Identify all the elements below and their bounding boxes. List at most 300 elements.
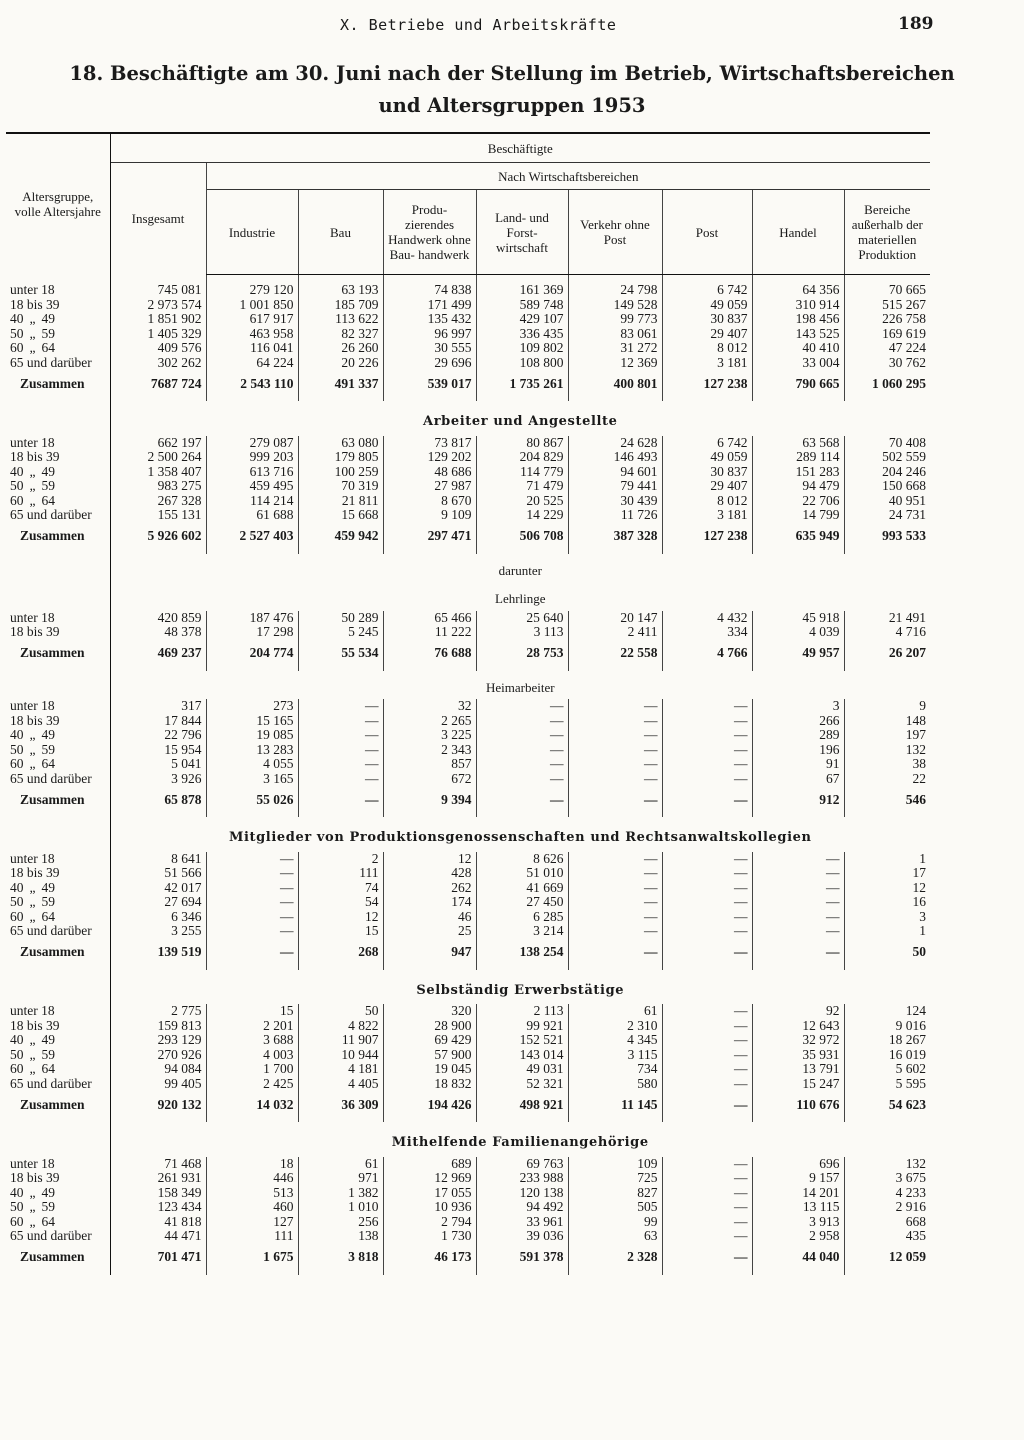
- table-cell: 668: [844, 1215, 930, 1230]
- table-cell: 70 319: [298, 479, 383, 494]
- stub-header: Altersgruppe, volle Altersjahre: [6, 133, 110, 275]
- table-row: [6, 625, 930, 640]
- row-label: [6, 1171, 110, 1186]
- table-cell: —: [206, 852, 298, 867]
- table-cell: 33 961: [476, 1215, 568, 1230]
- page-number: 189: [898, 14, 934, 34]
- table-cell: 38: [844, 757, 930, 772]
- table-cell: 149 528: [568, 298, 662, 313]
- row-label-start: unter 18: [10, 282, 55, 297]
- table-cell: 256: [298, 1215, 383, 1230]
- total-label: Zusammen: [6, 370, 110, 401]
- statistics-table: [6, 132, 930, 1275]
- row-label: [6, 341, 110, 356]
- table-row: [6, 508, 930, 523]
- table-cell: 233 988: [476, 1171, 568, 1186]
- table-header: [6, 133, 930, 275]
- row-label: [6, 356, 110, 371]
- total-cell: 920 132: [157, 1096, 202, 1112]
- table-cell: —: [662, 895, 752, 910]
- total-cell: 54 623: [844, 1091, 930, 1122]
- row-label-start: 60: [10, 492, 24, 508]
- table-cell: —: [662, 1200, 752, 1215]
- table-cell: 135 432: [383, 312, 476, 327]
- total-cell: 139 519: [157, 944, 202, 960]
- table-cell: 35 931: [752, 1048, 844, 1063]
- table-row: [6, 1215, 930, 1230]
- table-cell: 11 726: [568, 508, 662, 523]
- table-cell: 4 055: [206, 757, 298, 772]
- table-cell: 617 917: [206, 312, 298, 327]
- table-cell: 111: [206, 1229, 298, 1244]
- ditto-mark: „: [29, 463, 36, 479]
- stub-spacer: [6, 1122, 110, 1157]
- row-label: [6, 465, 110, 480]
- table-cell: 2 411: [568, 625, 662, 640]
- column-header: Produ- zierendes Handwerk ohne Bau- handwerk: [383, 190, 476, 275]
- row-label-start: 50: [10, 1199, 24, 1214]
- table-cell: 4 039: [752, 625, 844, 640]
- total-cell: 26 207: [844, 640, 930, 671]
- total-cell: 44 040: [752, 1244, 844, 1275]
- total-row: [6, 939, 930, 970]
- table-cell: 25 640: [476, 611, 568, 626]
- ditto-mark: „: [29, 1061, 36, 1076]
- table-cell: 262: [383, 881, 476, 896]
- table-cell: 49 059: [662, 450, 752, 465]
- table-cell: 161 369: [476, 283, 568, 298]
- table-cell: 57 900: [383, 1048, 476, 1063]
- row-label: [6, 772, 110, 787]
- total-cell: 138 254: [476, 939, 568, 970]
- table-title-line-1: 18. Beschäftigte am 30. Juni nach der Stellung im Betrieb, Wirtschaftsbereichen: [69, 62, 955, 85]
- table-cell: 99: [568, 1215, 662, 1230]
- table-cell: 420 859: [157, 609, 202, 625]
- row-label-start: 60: [10, 756, 24, 771]
- row-label-start: 60: [10, 1061, 24, 1076]
- table-cell: 150 668: [844, 479, 930, 494]
- table-cell: 3 214: [476, 924, 568, 939]
- column-header: Bereiche außerhalb der materiellen Produktion: [844, 190, 930, 275]
- table-cell: 18 267: [844, 1033, 930, 1048]
- table-cell: 80 867: [476, 436, 568, 451]
- table-cell: 261 931: [157, 1170, 202, 1185]
- row-label-end: 59: [41, 1046, 55, 1062]
- section-heading-row: [6, 671, 930, 700]
- row-label-end: 59: [41, 478, 55, 493]
- row-label-start: 50: [10, 325, 24, 341]
- table-cell: 92: [752, 1004, 844, 1019]
- ditto-mark: „: [29, 908, 36, 924]
- table-cell: 2 794: [383, 1215, 476, 1230]
- table-cell: 94 601: [568, 465, 662, 480]
- table-cell: 132: [844, 743, 930, 758]
- table-cell: 3 913: [752, 1215, 844, 1230]
- table-cell: 30 837: [662, 465, 752, 480]
- table-cell: 2 425: [206, 1077, 298, 1092]
- table-cell: 30 837: [662, 312, 752, 327]
- row-label-start: unter 18: [10, 1155, 55, 1171]
- table-cell: 29 407: [662, 327, 752, 342]
- table-cell: 2: [298, 852, 383, 867]
- table-row: [6, 1077, 930, 1092]
- total-label: Zusammen: [6, 939, 110, 970]
- table-cell: 99 921: [476, 1019, 568, 1034]
- table-cell: 983 275: [157, 478, 202, 493]
- ditto-mark: „: [29, 311, 36, 326]
- table-cell: —: [662, 772, 752, 787]
- table-cell: 4 345: [568, 1033, 662, 1048]
- total-cell: 55 026: [206, 786, 298, 817]
- row-label: [6, 625, 110, 640]
- table-cell: 24 628: [568, 436, 662, 451]
- table-cell: 20 147: [568, 611, 662, 626]
- row-label-end: 64: [41, 1061, 55, 1076]
- section-heading: Mitglieder von Produktionsgenossenschaften und Rechtsanwaltskollegien: [228, 830, 812, 845]
- total-cell: 469 237: [157, 645, 202, 661]
- table-cell: 185 709: [298, 298, 383, 313]
- table-cell: —: [662, 866, 752, 881]
- table-cell: 428: [383, 866, 476, 881]
- table-cell: —: [568, 852, 662, 867]
- table-cell: 65 466: [383, 611, 476, 626]
- table-row: [6, 1033, 930, 1048]
- table-cell: 334: [662, 625, 752, 640]
- table-row: [6, 728, 930, 743]
- table-cell: 3 675: [844, 1171, 930, 1186]
- section-heading-row: [6, 817, 930, 852]
- row-label-start: 65 und darüber: [10, 1228, 92, 1243]
- table-cell: 129 202: [383, 450, 476, 465]
- table-cell: 49 031: [476, 1062, 568, 1077]
- row-label: [6, 714, 110, 729]
- table-cell: —: [662, 1186, 752, 1201]
- table-cell: 41 669: [476, 881, 568, 896]
- total-label: Zusammen: [6, 786, 110, 817]
- row-label-start: 50: [10, 894, 24, 909]
- row-label: [6, 1019, 110, 1034]
- row-label-end: 59: [41, 894, 55, 909]
- ditto-mark: „: [29, 1032, 36, 1047]
- table-cell: 9 157: [752, 1171, 844, 1186]
- table-cell: 27 450: [476, 895, 568, 910]
- table-cell: 82 327: [298, 327, 383, 342]
- total-cell: 498 921: [476, 1091, 568, 1122]
- table-cell: 3 926: [171, 770, 202, 786]
- row-label-start: 50: [10, 741, 24, 757]
- table-cell: —: [662, 1048, 752, 1063]
- table-row: [6, 1157, 930, 1172]
- table-cell: —: [206, 895, 298, 910]
- table-cell: 51 010: [476, 866, 568, 881]
- row-label: [6, 757, 110, 772]
- table-cell: 4 405: [298, 1077, 383, 1092]
- row-label-start: unter 18: [10, 609, 55, 625]
- table-cell: 12: [844, 881, 930, 896]
- table-cell: —: [662, 881, 752, 896]
- group-header: Beschäftigte: [110, 133, 930, 163]
- table-cell: 29 407: [662, 479, 752, 494]
- total-label: Zusammen: [6, 1244, 110, 1275]
- table-cell: 152 521: [476, 1033, 568, 1048]
- row-label-start: 18 bis 39: [10, 865, 60, 880]
- table-row: [6, 312, 930, 327]
- table-cell: 114 779: [476, 465, 568, 480]
- table-cell: —: [662, 1033, 752, 1048]
- table-cell: —: [568, 895, 662, 910]
- table-cell: 13 791: [752, 1062, 844, 1077]
- total-row: [6, 370, 930, 401]
- table-cell: 71 479: [476, 479, 568, 494]
- row-label-start: 60: [10, 340, 24, 355]
- row-label: [6, 910, 110, 925]
- table-cell: 3 181: [662, 356, 752, 371]
- table-row: [6, 327, 930, 342]
- table-row: [6, 356, 930, 371]
- table-cell: —: [752, 910, 844, 925]
- table-cell: 10 936: [383, 1200, 476, 1215]
- table-cell: —: [568, 743, 662, 758]
- subgroup-header: Nach Wirtschaftsbereichen: [206, 163, 930, 190]
- table-cell: 1 358 407: [147, 463, 202, 479]
- table-cell: 435: [844, 1229, 930, 1244]
- column-header: Industrie: [206, 190, 298, 275]
- table-cell: 69 429: [383, 1033, 476, 1048]
- table-cell: 4 716: [844, 625, 930, 640]
- table-row: [6, 479, 930, 494]
- table-cell: 3: [752, 699, 844, 714]
- table-cell: 46: [383, 910, 476, 925]
- total-cell: —: [662, 1244, 752, 1275]
- table-cell: 273: [206, 699, 298, 714]
- table-row: [6, 494, 930, 509]
- row-label-start: 18 bis 39: [10, 449, 60, 464]
- row-label: [6, 1186, 110, 1201]
- table-cell: 79 441: [568, 479, 662, 494]
- total-cell: —: [206, 939, 298, 970]
- table-cell: —: [662, 728, 752, 743]
- total-cell: 28 753: [476, 640, 568, 671]
- row-label: [6, 1033, 110, 1048]
- row-label-start: 40: [10, 463, 24, 479]
- total-cell: 127 238: [662, 370, 752, 401]
- total-cell: 36 309: [298, 1091, 383, 1122]
- table-cell: —: [568, 714, 662, 729]
- table-cell: 3 688: [206, 1033, 298, 1048]
- row-label-start: 50: [10, 478, 24, 493]
- table-row: [6, 924, 930, 939]
- table-cell: 459 495: [206, 479, 298, 494]
- table-cell: 3 113: [476, 625, 568, 640]
- table-cell: 14 229: [476, 508, 568, 523]
- table-cell: 3 225: [383, 728, 476, 743]
- section-subheading-row: [6, 582, 930, 611]
- table-cell: 116 041: [206, 341, 298, 356]
- table-row: [6, 283, 930, 298]
- table-cell: 127: [206, 1215, 298, 1230]
- column-header: Post: [662, 190, 752, 275]
- row-label-start: 18 bis 39: [10, 624, 60, 639]
- table-cell: —: [662, 714, 752, 729]
- section-subheading: Lehrlinge: [495, 591, 546, 606]
- table-cell: 9 109: [383, 508, 476, 523]
- total-cell: 546: [844, 786, 930, 817]
- table-cell: 267 328: [157, 492, 202, 508]
- table-cell: 13 115: [752, 1200, 844, 1215]
- table-cell: 24 731: [844, 508, 930, 523]
- table-cell: 124: [844, 1004, 930, 1019]
- row-label: [6, 611, 110, 626]
- table-row: [6, 757, 930, 772]
- table-cell: 138: [298, 1229, 383, 1244]
- row-label: [6, 508, 110, 523]
- table-cell: 689: [383, 1157, 476, 1172]
- table-row: [6, 450, 930, 465]
- table-cell: 198 456: [752, 312, 844, 327]
- table-cell: 22 706: [752, 494, 844, 509]
- row-label: [6, 298, 110, 313]
- column-header: Verkehr ohne Post: [568, 190, 662, 275]
- table-cell: 505: [568, 1200, 662, 1215]
- table-cell: 94 084: [164, 1061, 202, 1076]
- row-label-end: 49: [41, 1032, 55, 1047]
- table-cell: 48 378: [164, 624, 202, 639]
- table-row: [6, 341, 930, 356]
- table-cell: 1 851 902: [147, 311, 202, 326]
- total-cell: 506 708: [476, 523, 568, 554]
- table-cell: 8 670: [383, 494, 476, 509]
- total-cell: —: [662, 939, 752, 970]
- total-cell: 2 328: [568, 1244, 662, 1275]
- table-cell: 18: [206, 1157, 298, 1172]
- table-cell: 51 566: [164, 865, 202, 880]
- row-label: [6, 699, 110, 714]
- table-cell: 8 012: [662, 494, 752, 509]
- table-cell: 696: [752, 1157, 844, 1172]
- table-cell: 429 107: [476, 312, 568, 327]
- table-cell: —: [662, 1157, 752, 1172]
- table-cell: 10 944: [298, 1048, 383, 1063]
- table-cell: —: [662, 1229, 752, 1244]
- total-cell: 947: [383, 939, 476, 970]
- table-row: [6, 1186, 930, 1201]
- table-cell: 734: [568, 1062, 662, 1077]
- table-cell: 2 500 264: [147, 449, 202, 464]
- total-cell: 65 878: [164, 791, 202, 807]
- total-cell: —: [752, 939, 844, 970]
- row-label-start: 65 und darüber: [10, 770, 92, 786]
- table-cell: 159 813: [157, 1017, 202, 1033]
- total-cell: 2 543 110: [206, 370, 298, 401]
- total-row: [6, 523, 930, 554]
- running-title: X. Betriebe und Arbeitskräfte: [340, 16, 617, 34]
- table-cell: 14 201: [752, 1186, 844, 1201]
- table-cell: 302 262: [157, 354, 202, 370]
- table-cell: 17: [844, 866, 930, 881]
- table-cell: 5 245: [298, 625, 383, 640]
- table-cell: 293 129: [157, 1032, 202, 1047]
- ditto-mark: „: [29, 894, 36, 909]
- row-label: [6, 283, 110, 298]
- total-cell: —: [568, 786, 662, 817]
- total-cell: 204 774: [206, 640, 298, 671]
- table-cell: 515 267: [844, 298, 930, 313]
- table-cell: 63 568: [752, 436, 844, 451]
- section-heading: Mithelfende Familienangehörige: [391, 1135, 649, 1150]
- table-cell: 15 954: [164, 741, 202, 757]
- table-row: [6, 1171, 930, 1186]
- table-cell: 26 260: [298, 341, 383, 356]
- table-cell: 2 343: [383, 743, 476, 758]
- table-cell: 16 019: [844, 1048, 930, 1063]
- table-cell: 74: [298, 881, 383, 896]
- table-cell: 67: [752, 772, 844, 787]
- ditto-mark: „: [29, 478, 36, 493]
- row-label: [6, 436, 110, 451]
- row-label: [6, 1062, 110, 1077]
- table-cell: 96 997: [383, 327, 476, 342]
- table-cell: 2 113: [476, 1004, 568, 1019]
- ditto-mark: „: [29, 1213, 36, 1229]
- row-label-start: 18 bis 39: [10, 712, 60, 728]
- table-cell: 15: [298, 924, 383, 939]
- table-cell: 108 800: [476, 356, 568, 371]
- table-cell: —: [662, 743, 752, 758]
- row-label: [6, 728, 110, 743]
- total-cell: 3 818: [298, 1244, 383, 1275]
- total-cell: 110 676: [752, 1091, 844, 1122]
- table-cell: 49 059: [662, 298, 752, 313]
- table-cell: 17 844: [164, 712, 202, 728]
- table-cell: 8 626: [476, 852, 568, 867]
- column-header: Insgesamt: [110, 163, 206, 275]
- table-cell: 27 694: [164, 894, 202, 909]
- table-cell: —: [662, 1019, 752, 1034]
- table-cell: 1 382: [298, 1186, 383, 1201]
- total-cell: —: [662, 1091, 752, 1122]
- table-cell: —: [206, 881, 298, 896]
- table-row: [6, 465, 930, 480]
- table-cell: 40 951: [844, 494, 930, 509]
- row-label-end: 49: [41, 727, 55, 742]
- table-cell: 589 748: [476, 298, 568, 313]
- row-label-start: 65 und darüber: [10, 923, 92, 938]
- table-cell: 4 181: [298, 1062, 383, 1077]
- table-cell: 47 224: [844, 341, 930, 356]
- ditto-mark: „: [29, 1046, 36, 1062]
- table-cell: —: [206, 910, 298, 925]
- total-cell: 635 949: [752, 523, 844, 554]
- table-cell: 71 468: [164, 1155, 202, 1171]
- section-heading-row: [6, 401, 930, 436]
- table-cell: 21 491: [844, 611, 930, 626]
- row-label-start: 40: [10, 879, 24, 895]
- table-cell: 64 356: [752, 283, 844, 298]
- table-cell: 11 907: [298, 1033, 383, 1048]
- row-label: [6, 494, 110, 509]
- table-cell: 6 742: [662, 436, 752, 451]
- table-cell: 83 061: [568, 327, 662, 342]
- table-cell: 5 602: [844, 1062, 930, 1077]
- table-cell: —: [662, 924, 752, 939]
- table-cell: 52 321: [476, 1077, 568, 1092]
- table-cell: 123 434: [157, 1199, 202, 1214]
- table-cell: 40 410: [752, 341, 844, 356]
- table-row: [6, 1048, 930, 1063]
- section-heading-row: [6, 554, 930, 583]
- table-row: [6, 852, 930, 867]
- table-cell: 28 900: [383, 1019, 476, 1034]
